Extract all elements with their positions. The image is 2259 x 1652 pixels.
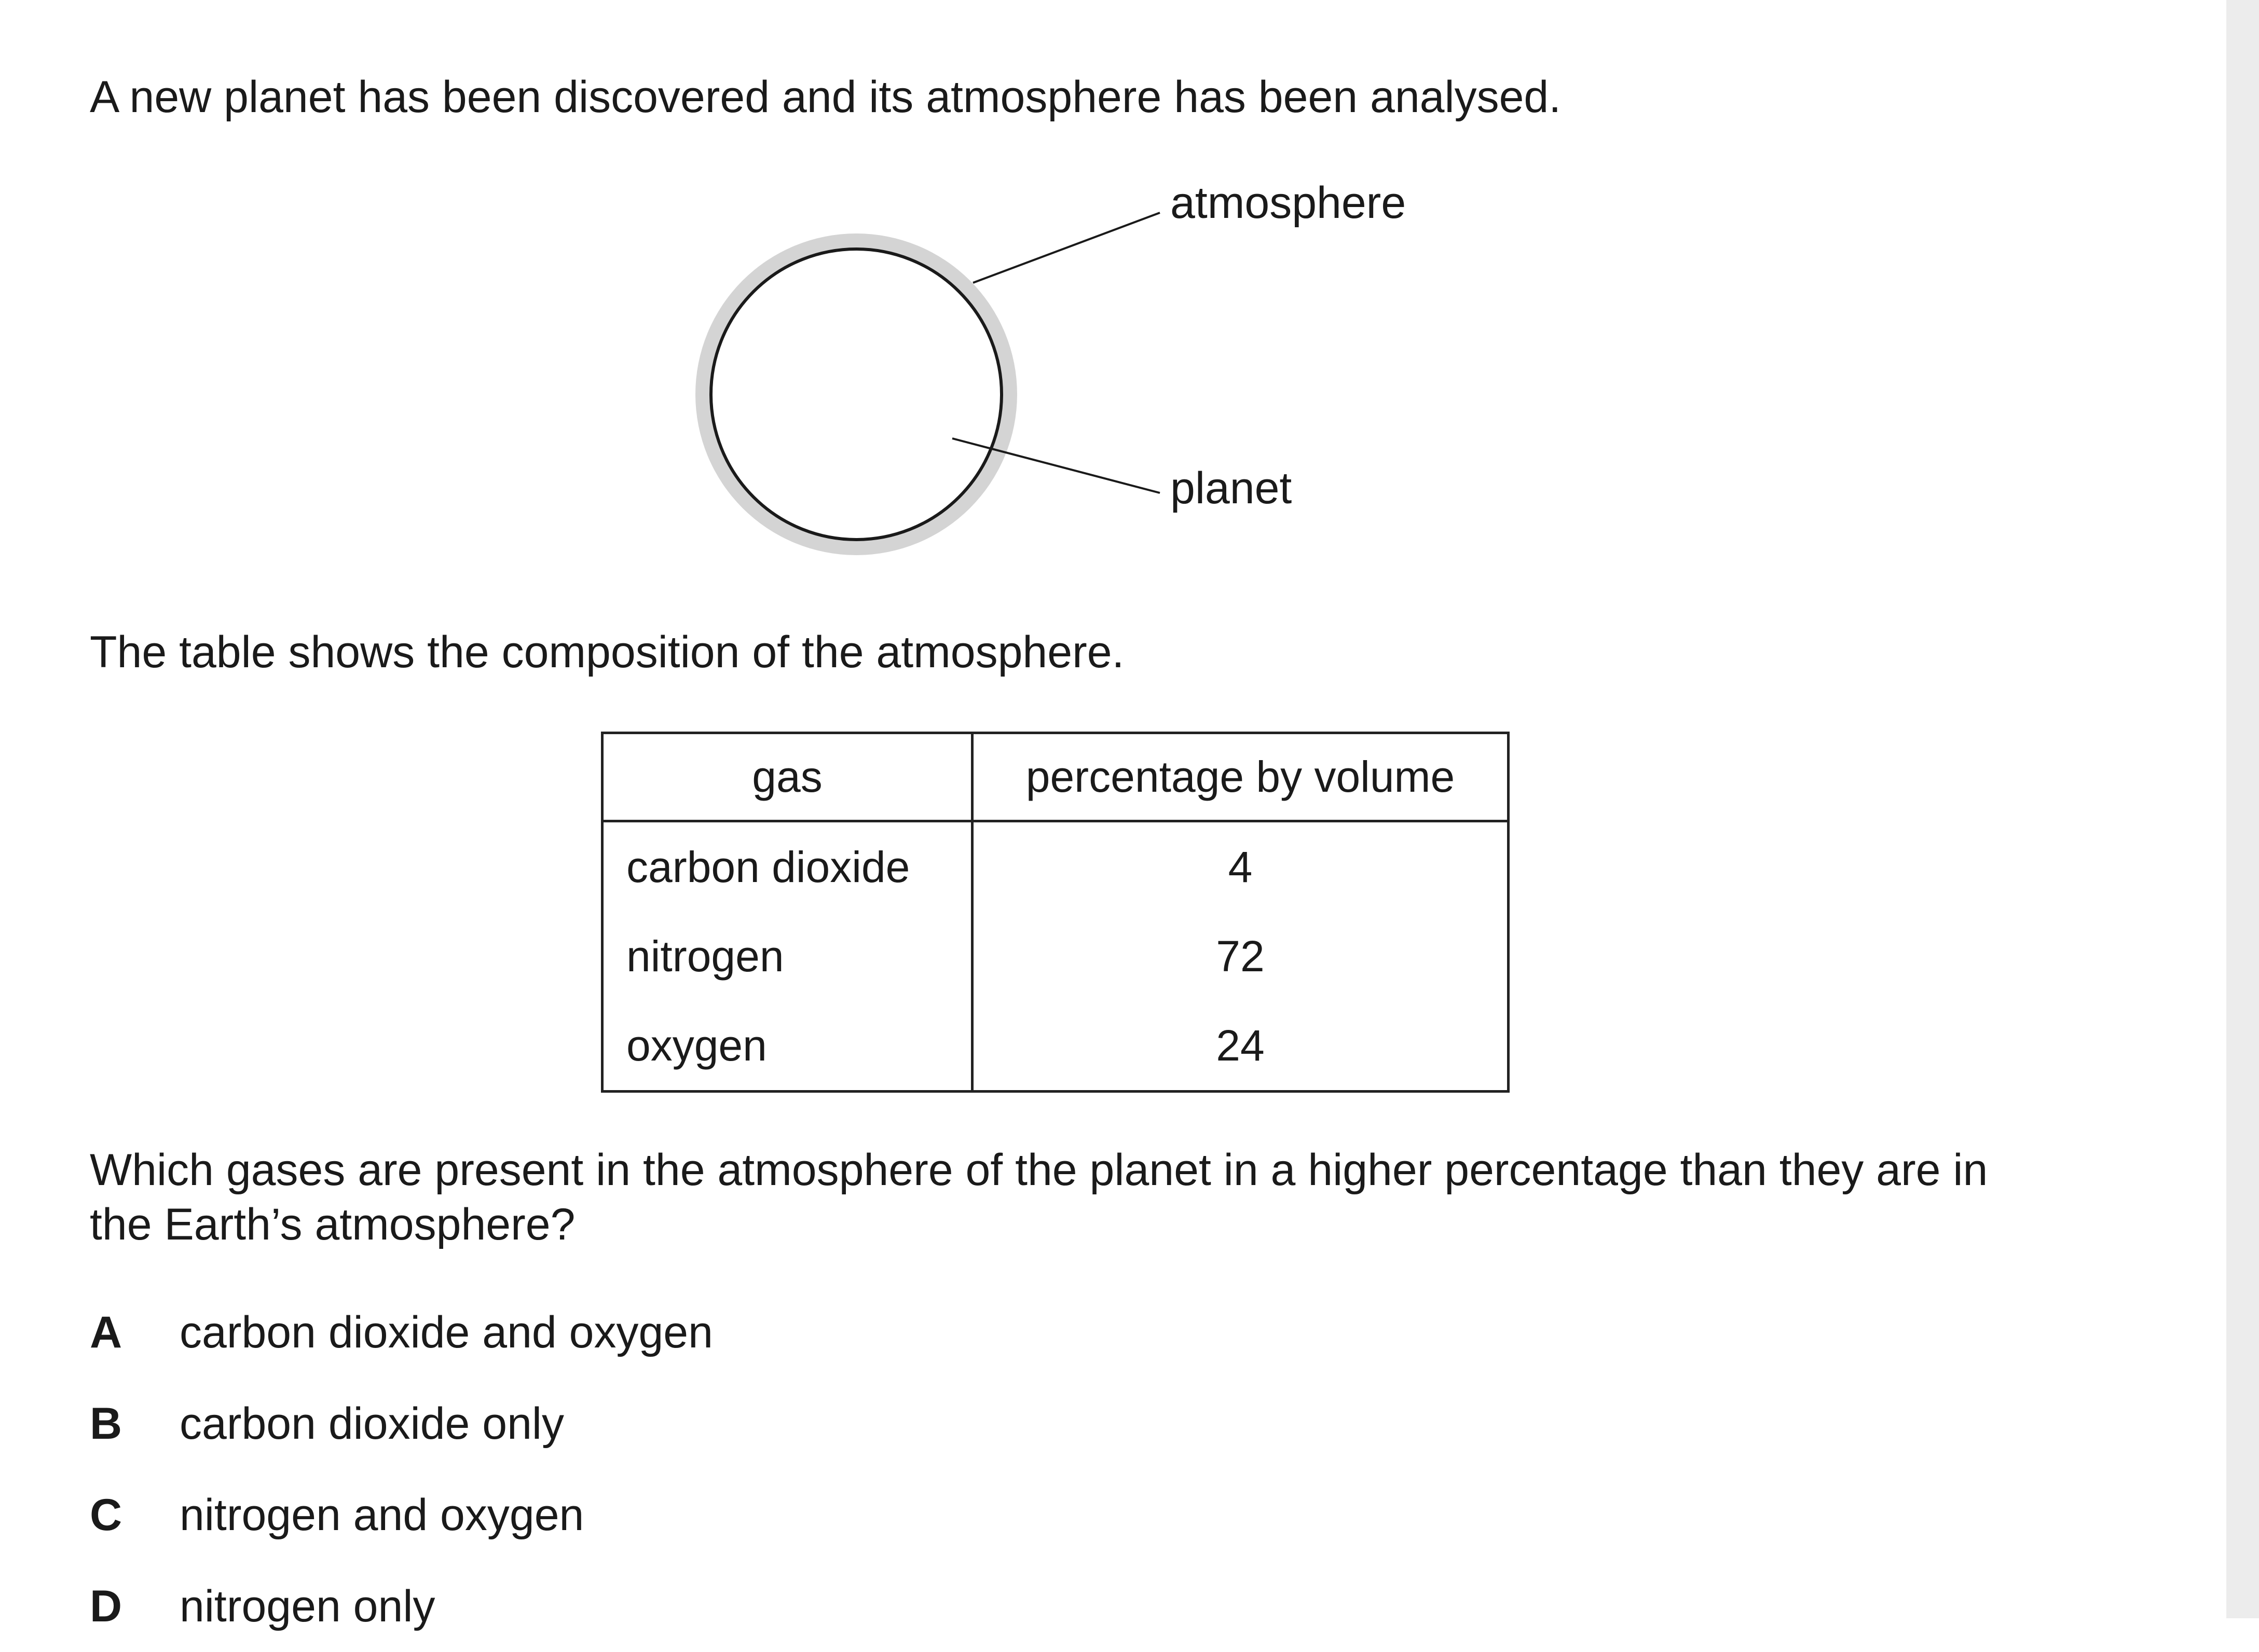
answer-options [90,1287,713,1652]
option-text: nitrogen only [180,1581,435,1631]
question-text-continued: the Earth’s atmosphere? [90,1200,576,1249]
header-percentage: percentage by volume [973,733,1509,821]
table-header-row [603,733,1509,821]
option-text: nitrogen and oxygen [180,1490,584,1540]
option-text: carbon dioxide only [180,1398,565,1449]
option-d[interactable] [90,1561,713,1652]
gas-cell: nitrogen [603,912,973,1001]
question-text: Which gases are present in the atmosphere of the planet in a higher percentage than they are in [90,1145,1988,1195]
header-gas: gas [603,733,973,821]
atmosphere-leader-line [973,213,1160,283]
table-row [603,821,1509,912]
intro-text: A new planet has been discovered and its atmosphere has been analysed. [90,72,1562,122]
gas-cell: oxygen [603,1001,973,1092]
option-letter: B [90,1398,122,1449]
option-text: carbon dioxide and oxygen [180,1307,713,1357]
percentage-cell: 72 [973,912,1509,1001]
scrollbar-track[interactable] [2226,0,2259,1618]
table-row [603,912,1509,1001]
planet-label: planet [1170,463,1292,513]
table-row [603,1001,1509,1092]
option-letter: A [90,1307,122,1357]
option-a[interactable] [90,1287,713,1378]
option-c[interactable] [90,1469,713,1561]
option-letter: C [90,1490,122,1540]
gas-cell: carbon dioxide [603,821,973,912]
percentage-cell: 4 [973,821,1509,912]
atmosphere-label: atmosphere [1170,178,1406,228]
planet-diagram [675,171,1453,586]
option-letter: D [90,1581,122,1631]
planet-circle [711,249,1002,540]
option-b[interactable] [90,1378,713,1469]
composition-table [601,732,1510,1093]
percentage-cell: 24 [973,1001,1509,1092]
table-intro-text: The table shows the composition of the atmosphere. [90,627,1125,677]
